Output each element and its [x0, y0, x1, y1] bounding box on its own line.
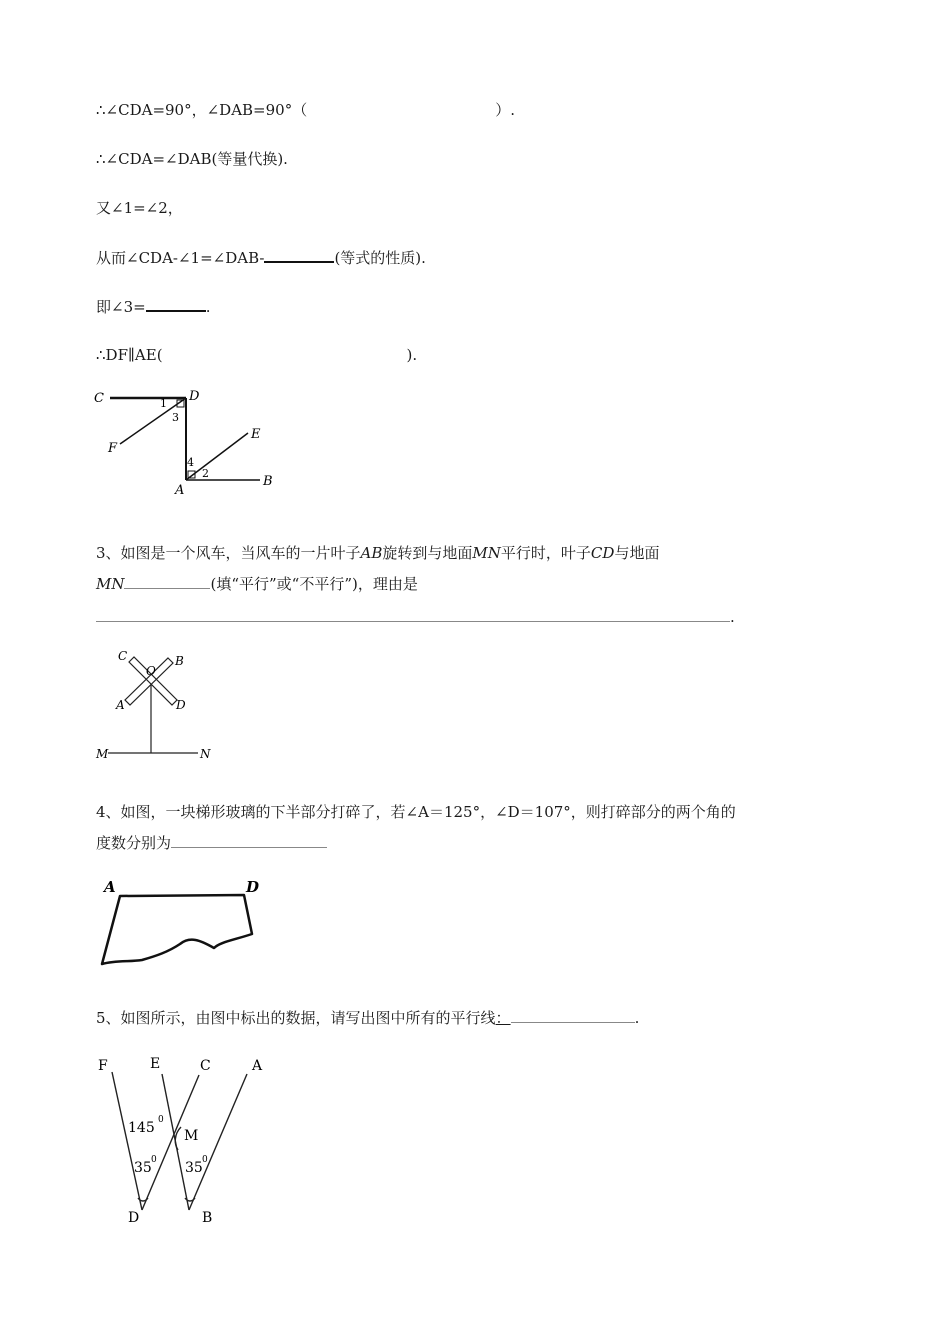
proof-line-6 [96, 345, 417, 365]
q3-line-2 [96, 574, 418, 594]
fig4-degree-35-left: 0 [151, 1155, 157, 1165]
q5-end-period: . [634, 1009, 640, 1027]
proof-line-4-end: (等式的性质). [334, 249, 426, 267]
fig4-label-D: D [128, 1210, 140, 1226]
fig3-label-D: D [246, 878, 260, 896]
proof-line-1-end: ）. [495, 101, 515, 119]
figure-windmill [92, 648, 222, 768]
proof-line-5-start: 即∠3= [96, 298, 146, 316]
fig2-label-D: D [176, 698, 186, 712]
fig1-label-B: B [263, 474, 273, 489]
q4-line-2 [96, 833, 327, 853]
proof-line-3: 又∠1=∠2， [96, 199, 183, 217]
proof-line-1 [96, 100, 515, 120]
fig1-label-A: A [175, 483, 185, 498]
fig4-label-E: E [150, 1056, 161, 1072]
proof-line-4 [96, 247, 426, 268]
fig4-label-M: M [184, 1128, 199, 1144]
fig4-degree-145: 0 [158, 1115, 164, 1125]
proof-line-6-start: ∴DF∥AE( [96, 346, 163, 364]
figure-broken-trapezoid [96, 876, 276, 976]
q3-answer-blank-reason[interactable] [96, 607, 730, 622]
proof-line-2: ∴∠CDA=∠DAB(等量代换). [96, 150, 288, 168]
fig1-label-2: 2 [202, 467, 209, 480]
fig4-label-C: C [200, 1058, 211, 1074]
fig4-label-F: F [98, 1058, 108, 1074]
q5-line-1 [96, 1008, 639, 1028]
fig2-label-C: C [118, 649, 128, 663]
q3-var-cd: CD [590, 544, 615, 562]
q3-answer-blank-parallel[interactable] [124, 574, 210, 589]
q3-var-mn-2: MN [96, 575, 125, 593]
proof-line-6-end: ). [406, 346, 418, 364]
proof-line-5 [96, 296, 210, 317]
q3-text-4: 与地面 [614, 544, 660, 562]
proof-line-4-start: 从而∠CDA-∠1=∠DAB- [96, 249, 265, 267]
q3-var-ab: AB [360, 544, 383, 562]
q3-line-3 [96, 607, 735, 627]
q4-text-2: 度数分别为 [96, 834, 172, 852]
answer-blank-angle[interactable] [264, 247, 334, 263]
q3-text-3: 平行时，叶子 [500, 544, 591, 562]
q3-text-5: (填“平行”或“不平行”)，理由是 [210, 575, 418, 593]
q3-end-period: . [730, 608, 735, 626]
q3-line-1 [96, 543, 659, 563]
fig4-degree-35-right: 0 [202, 1155, 208, 1165]
fig4-angle-35-right: 35 [185, 1160, 203, 1176]
q5-text: 5、如图所示，由图中标出的数据，请写出图中所有的平行线 [96, 1009, 496, 1027]
figure-angles-proof [90, 388, 290, 498]
fig1-label-4: 4 [187, 456, 194, 469]
q3-text-2: 旋转到与地面 [382, 544, 473, 562]
figure-parallel-lines [92, 1050, 282, 1230]
fig2-label-B: B [175, 654, 184, 668]
fig1-label-1: 1 [160, 397, 167, 410]
fig1-label-F: F [108, 441, 118, 456]
q5-answer-blank[interactable] [511, 1008, 635, 1023]
fig2-label-A: A [116, 698, 125, 712]
proof-line-1-start: ∴∠CDA=90°，∠DAB=90°（ [96, 101, 308, 119]
fig1-label-D: D [189, 389, 200, 404]
q3-var-mn: MN [472, 544, 501, 562]
proof-line-5-end: . [205, 298, 211, 316]
fig2-label-O: O [146, 664, 156, 678]
fig4-label-B: B [202, 1210, 213, 1226]
q3-text-1: 3、如图是一个风车，当风车的一片叶子 [96, 544, 361, 562]
fig4-angle-145: 145 [128, 1120, 155, 1136]
q4-answer-blank[interactable] [171, 833, 327, 848]
q4-line-1: 4、如图，一块梯形玻璃的下半部分打碎了，若∠A＝125°，∠D＝107°，则打碎部分的两个角的 [96, 803, 736, 821]
fig3-label-A: A [104, 878, 116, 896]
fig1-label-C: C [94, 391, 104, 406]
fig4-label-A: A [252, 1058, 263, 1074]
fig1-label-E: E [251, 427, 261, 442]
fig1-label-3: 3 [172, 411, 179, 424]
fig2-label-M: M [96, 747, 109, 761]
fig2-label-N: N [200, 747, 211, 761]
fig4-angle-35-left: 35 [134, 1160, 152, 1176]
answer-blank-angle3[interactable] [146, 296, 206, 312]
q5-colon: ： [495, 1009, 511, 1027]
